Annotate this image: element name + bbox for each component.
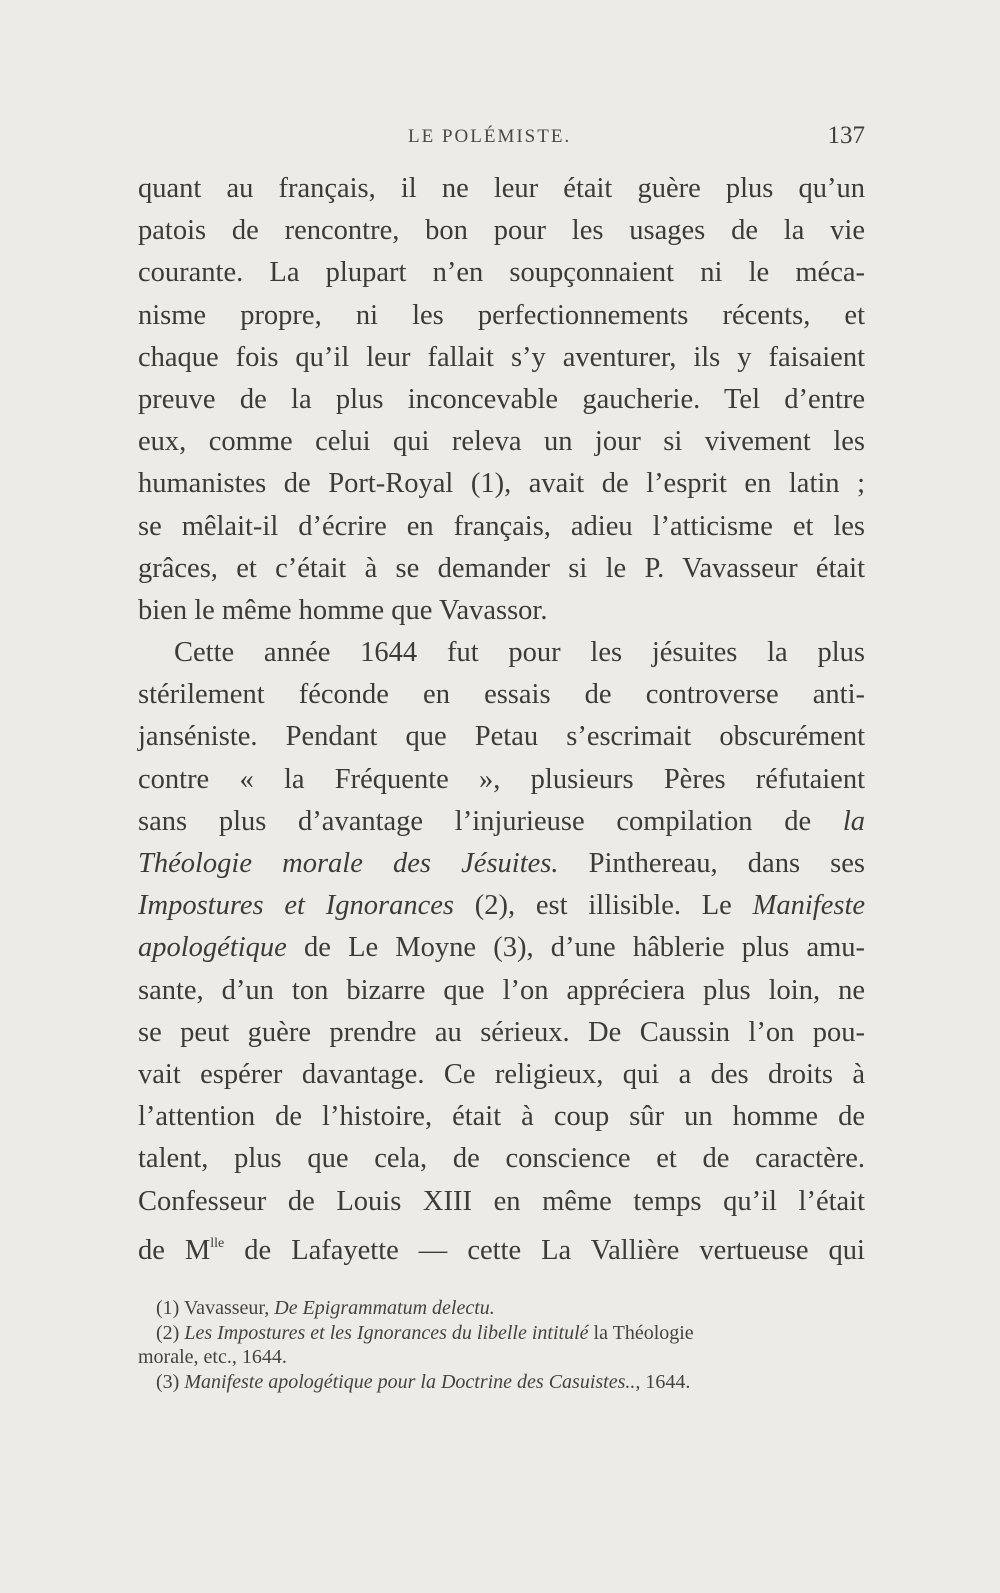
text-fragment: Pinthereau, dans ses <box>588 848 866 879</box>
text-line: nisme propre, ni les perfectionnements récents, et <box>138 299 865 331</box>
text-line: eux, comme celui qui releva un jour si vivement les <box>138 426 865 458</box>
text-line: quant au français, il ne leur était guère plus qu’un <box>138 173 865 204</box>
text-line <box>138 801 865 843</box>
text-line: humanistes de Port-Royal (1), avait de l’esprit en latin ; <box>138 468 865 500</box>
text-line: preuve de la plus inconcevable gaucherie. Tel d’entre <box>138 383 865 415</box>
text-line: talent, plus que cela, de conscience et de caractère. <box>138 1143 865 1175</box>
text-line: se peut guère prendre au sérieux. De Caussin l’on pou- <box>138 1016 865 1048</box>
footnote-italic: Manifeste apologétique pour la Doctrine des Casuistes.., <box>184 1370 641 1393</box>
italic-title-fragment: Manifeste <box>752 890 866 922</box>
text-line: janséniste. Pendant que Petau s’escrimait obscurément <box>138 721 865 753</box>
text-fragment: (2), est illisible. Le <box>474 890 732 922</box>
footnote-text: la Théologie <box>593 1321 694 1344</box>
footnote-2-continuation: morale, etc., 1644. <box>138 1346 287 1368</box>
text-line <box>138 843 865 885</box>
text-fragment: de Lafayette — cette La Vallière vertueuse qui <box>224 1234 865 1266</box>
text-line <box>138 927 865 969</box>
text-line <box>138 885 865 927</box>
text-line: Confesseur de Louis XIII en même temps qu’il l’était <box>138 1185 865 1217</box>
footnote-mark: (3) <box>156 1370 180 1393</box>
text-fragment: de Le Moyne (3), d’une hâblerie plus amu- <box>304 932 866 964</box>
text-line: chaque fois qu’il leur fallait s’y aventurer, ils y faisaient <box>138 341 865 373</box>
footnote-1 <box>138 1296 865 1321</box>
text-fragment: sans plus d’avantage l’injurieuse compilation de <box>138 805 812 837</box>
paragraph-start-line: Cette année 1644 fut pour les jésuites la plus <box>174 637 865 669</box>
text-line: patois de rencontre, bon pour les usages de la vie <box>138 215 865 247</box>
footnotes <box>138 1296 865 1394</box>
page-number: 137 <box>827 122 865 149</box>
text-line: contre « la Fréquente », plusieurs Pères réfutaient <box>138 763 865 795</box>
italic-title-fragment: Impostures et Ignorances <box>138 890 454 922</box>
paragraph-end-line: bien le même homme que Vavassor. <box>138 594 548 626</box>
text-fragment: de M <box>138 1234 211 1266</box>
footnote-italic: Les Impostures et les Ignorances du libelle intitulé <box>184 1321 589 1344</box>
footnote-text: 1644. <box>645 1370 691 1393</box>
text-line: stérilement féconde en essais de controverse anti- <box>138 679 865 711</box>
footnote-mark: (2) <box>156 1321 180 1344</box>
footnote-3 <box>138 1370 865 1395</box>
running-title: LE POLÉMISTE. <box>408 126 572 147</box>
footnote-mark: (1) Vavasseur, <box>156 1297 270 1319</box>
text-line: grâces, et c’était à se demander si le P. Vavasseur était <box>138 552 865 584</box>
footnote-italic: De Epigrammatum delectu. <box>274 1297 495 1319</box>
text-line: sante, d’un ton bizarre que l’on appréciera plus loin, ne <box>138 974 865 1006</box>
superscript: lle <box>210 1235 225 1251</box>
footnote-2 <box>138 1321 865 1346</box>
italic-title-fragment: Théologie morale des Jésuites. <box>138 848 559 879</box>
body-text <box>138 168 865 1265</box>
text-line: vait espérer davantage. Ce religieux, qui a des droits à <box>138 1058 865 1090</box>
text-line: l’attention de l’histoire, était à coup sûr un homme de <box>138 1101 865 1133</box>
italic-title-fragment: apologétique <box>138 932 287 964</box>
text-line: courante. La plupart n’en soupçonnaient ni le méca- <box>138 257 865 289</box>
running-head <box>138 122 865 152</box>
text-line <box>138 1223 865 1265</box>
text-line: se mêlait-il d’écrire en français, adieu l’atticisme et les <box>138 510 865 542</box>
italic-title-fragment: la <box>842 805 865 837</box>
